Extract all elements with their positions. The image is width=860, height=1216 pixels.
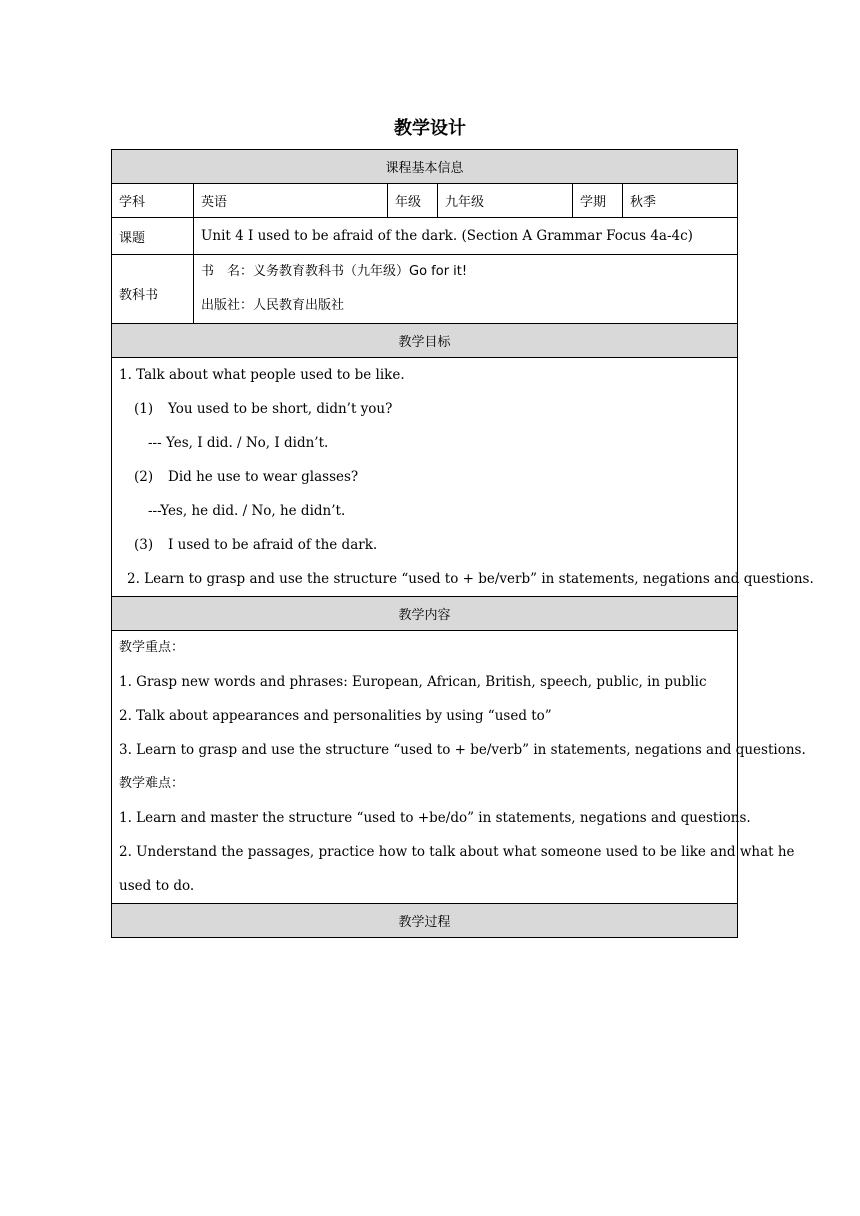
difficult-point-item: 2. Understand the passages, practice how to talk about what someone used to be like and what he — [119, 844, 795, 860]
topic-value: Unit 4 I used to be afraid of the dark. (Section A Grammar Focus 4a-4c) — [194, 218, 738, 255]
objectives-row — [112, 358, 738, 597]
content-row — [112, 631, 738, 904]
objective-subitem — [119, 392, 730, 426]
content-header-row — [112, 597, 738, 631]
subject-label: 学科 — [112, 184, 194, 218]
difficult-point-item: used to do. — [119, 878, 195, 894]
lesson-plan-table — [111, 149, 814, 938]
textbook-label: 教科书 — [112, 255, 194, 324]
grade-value: 九年级 — [438, 184, 573, 218]
objective-number: (1) — [134, 401, 154, 417]
subject-row — [112, 184, 738, 218]
subject-value: 英语 — [194, 184, 388, 218]
book-name-line: 书 名：义务教育教科书（九年级）Go for it! — [201, 264, 468, 279]
basic-info-header-row — [112, 150, 738, 184]
difficult-points-label: 教学难点： — [119, 776, 185, 791]
term-label: 学期 — [573, 184, 623, 218]
objective-number: (3) — [134, 537, 154, 553]
key-point-item: 3. Learn to grasp and use the structure “used to + be/verb” in statements, negations and questions. — [119, 742, 806, 758]
topic-label: 课题 — [112, 218, 194, 255]
objective-subitem — [119, 460, 730, 494]
objective-number: (2) — [134, 469, 154, 485]
objective-example: You used to be short, didn’t you? — [168, 401, 393, 417]
objective-example: Did he use to wear glasses? — [168, 469, 359, 485]
textbook-row — [112, 255, 738, 324]
page-title: 教学设计 — [394, 118, 466, 139]
objectives-header-row — [112, 324, 738, 358]
basic-info-header: 课程基本信息 — [112, 150, 738, 184]
grade-label: 年级 — [388, 184, 438, 218]
content-header: 教学内容 — [112, 597, 738, 631]
process-header: 教学过程 — [112, 904, 738, 938]
objective-line: 2. Learn to grasp and use the structure “used to + be/verb” in statements, negations and questions. — [127, 571, 814, 587]
difficult-point-item: 1. Learn and master the structure “used to +be/do” in statements, negations and questions. — [119, 810, 751, 826]
key-point-item: 2. Talk about appearances and personalities by using “used to” — [119, 708, 552, 724]
term-value: 秋季 — [623, 184, 738, 218]
topic-row — [112, 218, 738, 255]
process-header-row — [112, 904, 738, 938]
key-points-label: 教学重点： — [119, 640, 185, 655]
objectives-header: 教学目标 — [112, 324, 738, 358]
objective-answer: ---Yes, he did. / No, he didn’t. — [148, 503, 346, 519]
objective-example: I used to be afraid of the dark. — [168, 537, 378, 553]
objective-line: 1. Talk about what people used to be like. — [119, 367, 405, 383]
publisher-line: 出版社：人民教育出版社 — [201, 298, 345, 313]
key-point-item: 1. Grasp new words and phrases: European, African, British, speech, public, in public — [119, 674, 707, 690]
objective-answer: --- Yes, I did. / No, I didn’t. — [148, 435, 329, 451]
objective-subitem — [119, 528, 730, 562]
